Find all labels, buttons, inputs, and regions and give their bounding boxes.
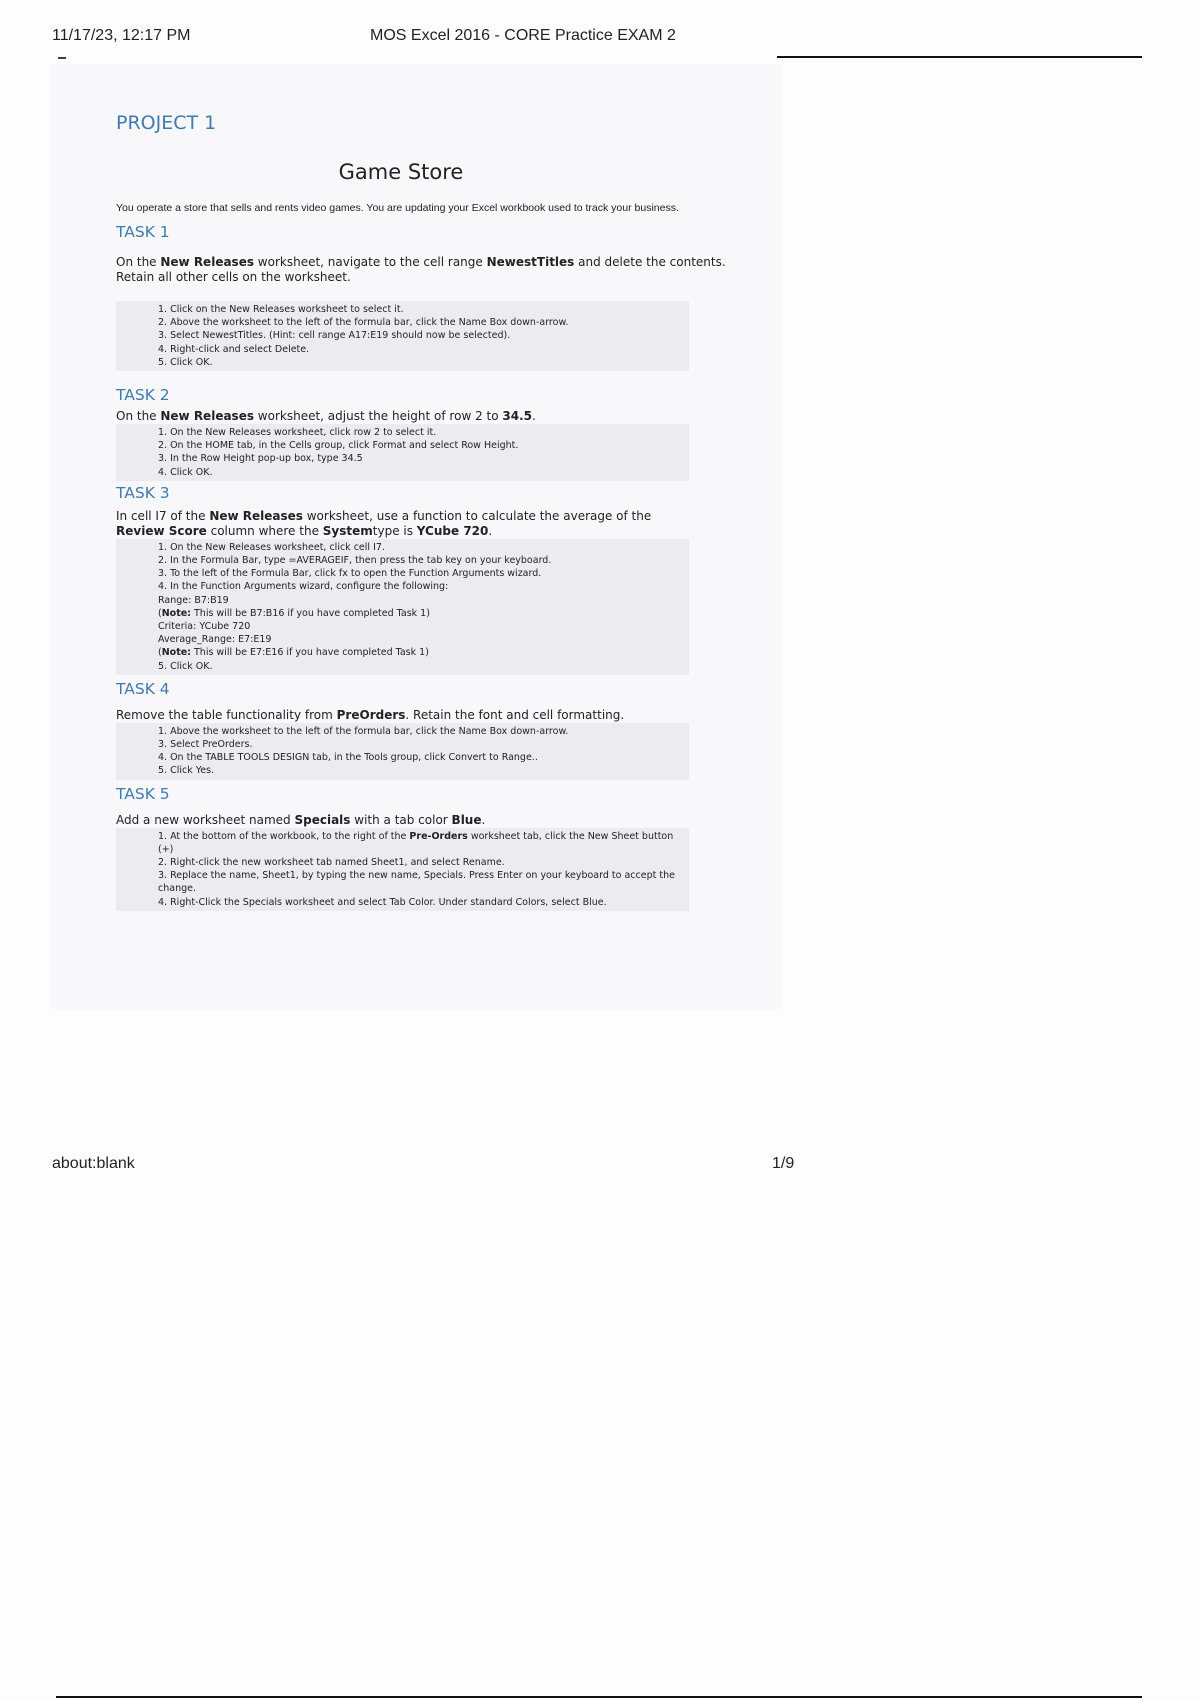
step-item: 3. Select PreOrders. [158,739,253,751]
task-heading: TASK 1 [116,223,170,241]
desc-bold: New Releases [209,508,303,523]
steps-box [116,301,689,371]
desc-bold: New Releases [160,255,254,269]
step-item: 1. On the New Releases worksheet, click row 2 to select it. [158,427,437,439]
desc-text: column where the [206,523,323,538]
step-item: 5. Click Yes. [158,765,215,777]
desc-text: On the [116,255,161,269]
step-item: Criteria: YCube 720 [158,621,251,633]
task-1 [116,222,756,371]
task-description [116,255,756,285]
desc-text: . Retain the font and cell formatting. [405,707,625,722]
print-page-number: 1/9 [772,1155,795,1172]
desc-text: worksheet, adjust the height of row 2 to [253,409,503,424]
task-heading: TASK 3 [116,483,170,502]
desc-text: On the [116,409,161,424]
document-page [50,64,782,1009]
document-content [116,110,756,911]
step-item: 3. In the Row Height pop-up box, type 34.5 [158,453,363,465]
task-4 [116,679,756,780]
task-2 [116,385,756,481]
step-item: 4. Right-click and select Delete. [158,343,310,355]
step-item: 2. On the HOME tab, in the Cells group, click Format and select Row Height. [158,440,519,452]
desc-text: worksheet, use a function to calculate the average of the [302,508,652,523]
steps-box [116,424,689,481]
desc-text: . [488,523,493,538]
project-label: PROJECT 1 [116,112,217,134]
desc-bold: System [322,523,373,538]
step-item: 4. In the Function Arguments wizard, configure the following: [158,581,449,593]
print-datetime: 11/17/23, 12:17 PM [52,27,191,44]
desc-bold: PreOrders [336,707,406,722]
steps-box [116,828,689,911]
print-doc-title: MOS Excel 2016 - CORE Practice EXAM 2 [370,27,676,44]
desc-text: with a tab color [350,812,452,827]
step-item: 5. Click OK. [158,660,213,672]
desc-text: type is [372,523,417,538]
steps-box [116,723,689,780]
desc-text: In cell I7 of the [116,508,210,523]
task-description [116,509,676,539]
desc-text: and delete the contents. Retain all other cells on the worksheet. [116,255,726,284]
desc-bold: Specials [294,812,351,827]
step-bold: Pre-Orders [409,830,468,842]
step-bold: Note: [161,647,191,659]
task-heading: TASK 5 [116,784,170,803]
desc-text: worksheet, navigate to the cell range [253,255,487,269]
task-5 [116,784,756,911]
step-item: 1. Click on the New Releases worksheet to select it. [158,304,404,315]
step-item: 1. Above the worksheet to the left of the formula bar, click the Name Box down-arrow. [158,725,569,737]
step-item: 4. Right-Click the Specials worksheet and select Tab Color. Under standard Colors, select Blue. [158,896,607,908]
task-description [116,708,756,723]
step-item: Average_Range: E7:E19 [158,634,272,646]
step-item: 3. Select NewestTitles. (Hint: cell range A17:E19 should now be selected). [158,330,511,342]
desc-bold: New Releases [160,409,254,424]
task-heading: TASK 4 [116,679,170,698]
desc-bold: YCube 720 [416,523,489,538]
step-item: Range: B7:B19 [158,594,229,606]
steps-box [116,539,689,675]
step-item: 2. Above the worksheet to the left of the formula bar, click the Name Box down-arrow. [158,317,569,329]
step-item: 1. At the bottom of the workbook, to the right of the Pre-Orders worksheet tab, click the New Sheet button (+) [158,830,674,855]
step-item: 2. In the Formula Bar, type =AVERAGEIF, then press the tab key on your keyboard. [158,555,552,567]
step-item: 3. Replace the name, Sheet1, by typing the new name, Specials. Press Enter on your keyboard to accept the change. [158,870,675,895]
step-bold: Note: [161,607,191,619]
desc-bold: NewestTitles [486,255,575,269]
desc-text: Remove the table functionality from [116,707,337,722]
page-title: Game Store [338,160,464,184]
print-url: about:blank [52,1155,135,1172]
task-description [116,409,756,424]
desc-bold: Review Score [116,523,207,538]
task-heading: TASK 2 [116,386,170,405]
step-item: 4. Click OK. [158,466,213,478]
step-item: 2. Right-click the new worksheet tab named Sheet1, and select Rename. [158,857,505,869]
footer-rule [56,1696,1142,1698]
desc-bold: 34.5 [502,409,532,424]
intro-text: You operate a store that sells and rents video games. You are updating your Excel workbook used to track your business. [116,202,679,214]
desc-text: Add a new worksheet named [116,812,295,827]
header-rule [777,56,1142,58]
step-item: (Note: This will be B7:B16 if you have completed Task 1) [158,607,430,619]
task-3 [116,483,756,675]
step-item: 5. Click OK. [158,356,213,368]
step-item: 4. On the TABLE TOOLS DESIGN tab, in the Tools group, click Convert to Range.. [158,752,538,764]
step-item: (Note: This will be E7:E16 if you have completed Task 1) [158,647,429,659]
desc-text: . [532,409,536,424]
step-item: 1. On the New Releases worksheet, click cell I7. [158,541,385,553]
task-description [116,813,756,828]
desc-text: . [481,812,486,827]
header-mark [58,57,66,59]
step-item: 3. To the left of the Formula Bar, click fx to open the Function Arguments wizard. [158,568,542,580]
desc-bold: Blue [451,812,482,827]
